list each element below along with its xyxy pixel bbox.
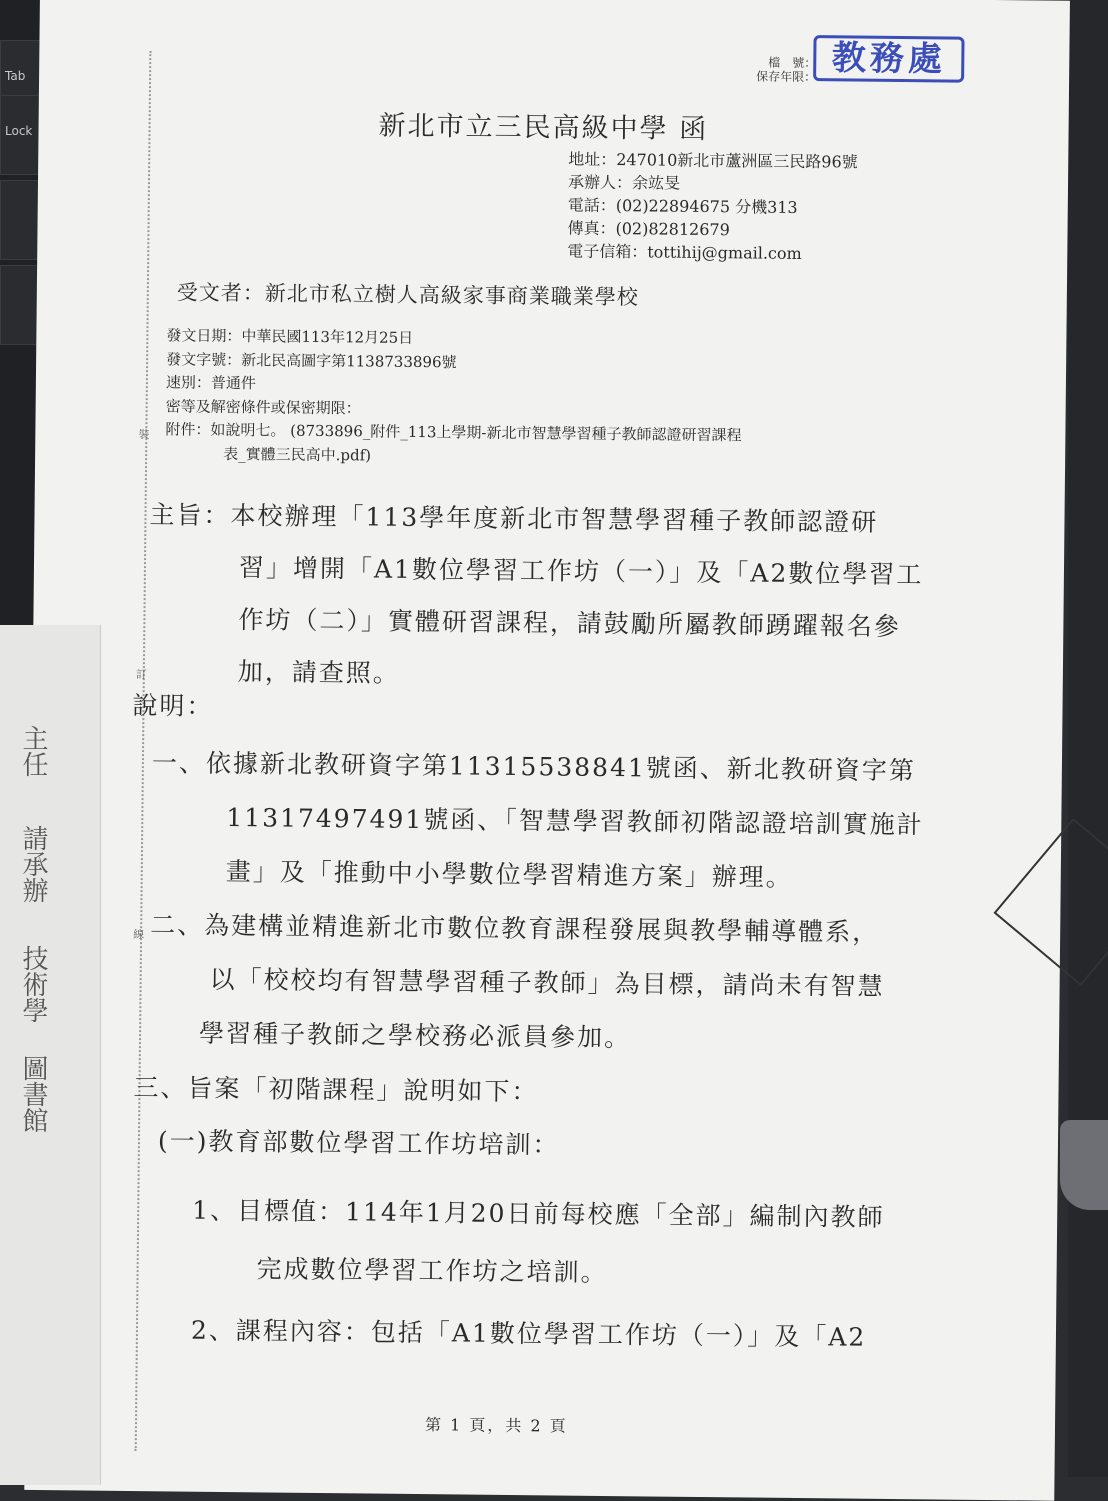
sub-item-1: (一)教育部數位學習工作坊培訓： xyxy=(157,1126,560,1160)
contact-block xyxy=(567,148,858,266)
keyboard-right-edge xyxy=(1068,0,1108,1477)
item-line: 以「校校均有智慧學習種子教師」為目標，請尚未有智慧 xyxy=(209,964,885,1001)
item-line: 一、依據新北教研資字第11315538841號函、新北教研資字第 xyxy=(151,748,916,786)
contact-email: 電子信箱：tottihij@gmail.com xyxy=(567,241,802,263)
under-paper-mark: 請承辦 xyxy=(18,825,48,903)
subject-line: 加，請查照。 xyxy=(237,657,401,688)
binding-mark-zhuang: 裝 xyxy=(138,428,150,442)
document-title: 新北市立三民高級中學 函 xyxy=(378,110,709,146)
attachment-line: 附件：如說明七。 (8733896_附件_113上學期-新北市智慧學習種子教師認證研習課程 xyxy=(165,420,742,445)
tab-key-label: Tab xyxy=(5,69,26,83)
file-number-label: 檔 號： xyxy=(768,55,817,71)
under-paper-mark: 技術學 xyxy=(18,945,48,1023)
binding-mark-ding: 訂 xyxy=(135,668,147,682)
file-labels xyxy=(736,55,816,84)
explanation-item-3: 三、旨案「初階課程」說明如下： xyxy=(133,1073,539,1107)
speed-class: 速別：普通件 xyxy=(165,373,257,393)
subject-line: 習」增開「A1數位學習工作坊（一）」及「A2數位學習工 xyxy=(238,553,924,590)
under-paper-mark: 圖書館 xyxy=(18,1055,48,1133)
document-page xyxy=(24,0,1070,1501)
explanation-item-1 xyxy=(150,736,1002,907)
item-line: 學習種子教師之學校務必派員參加。 xyxy=(198,1018,632,1053)
explanation-heading: 說明： xyxy=(132,691,214,721)
item-line: 11317497491號函、「智慧學習教師初階認證培訓實施計 xyxy=(226,802,924,840)
tape-mark xyxy=(1060,1120,1108,1210)
subject-line: 主旨：本校辦理「113學年度新北市智慧學習種子教師認證研 xyxy=(149,500,879,537)
meta-block xyxy=(165,324,743,471)
point-line: 完成數位學習工作坊之培訓。 xyxy=(256,1254,608,1288)
point-1 xyxy=(191,1182,992,1306)
page-footer: 第 1 頁，共 2 頁 xyxy=(424,1415,568,1436)
contact-fax: 傳真：(02)82812679 xyxy=(567,218,730,240)
subject-block xyxy=(148,489,990,706)
explanation-item-2 xyxy=(149,898,1001,1069)
item-line: 二、為建構並精進新北市數位教育課程發展與教學輔導體系， xyxy=(150,910,880,947)
binding-mark-xian: 線 xyxy=(133,928,145,942)
issue-number: 發文字號：新北民高圖字第1138733896號 xyxy=(166,349,457,371)
underlying-paper xyxy=(0,625,101,1485)
under-paper-mark: 主任 xyxy=(18,725,48,777)
issue-date: 發文日期：中華民國113年12月25日 xyxy=(166,326,414,347)
item-line: 畫」及「推動中小學數位學習精進方案」辦理。 xyxy=(225,856,793,892)
contact-handler: 承辦人：余竑旻 xyxy=(567,172,681,193)
attachment-line-cont: 表_實體三民高中.pdf) xyxy=(223,444,372,464)
binding-line xyxy=(135,51,152,1451)
contact-phone: 電話：(02)22894675 分機313 xyxy=(567,195,798,217)
subject-line: 作坊（二）」實體研習課程，請鼓勵所屬教師踴躍報名參 xyxy=(238,605,902,642)
recipient: 受文者：新北市私立樹人高級家事商業職業學校 xyxy=(176,280,639,310)
contact-address: 地址：247010新北市蘆洲區三民路96號 xyxy=(568,149,858,172)
point-line: 1、目標值：114年1月20日前每校應「全部」編制內教師 xyxy=(192,1195,885,1232)
office-stamp: 教務處 xyxy=(813,35,964,83)
secrecy-level: 密等及解密條件或保密期限： xyxy=(165,396,361,417)
retention-label: 保存年限： xyxy=(756,69,817,85)
point-2: 2、課程內容：包括「A1數位學習工作坊（一）」及「A2 xyxy=(190,1315,867,1352)
caps-lock-key-label: Lock xyxy=(5,124,33,138)
